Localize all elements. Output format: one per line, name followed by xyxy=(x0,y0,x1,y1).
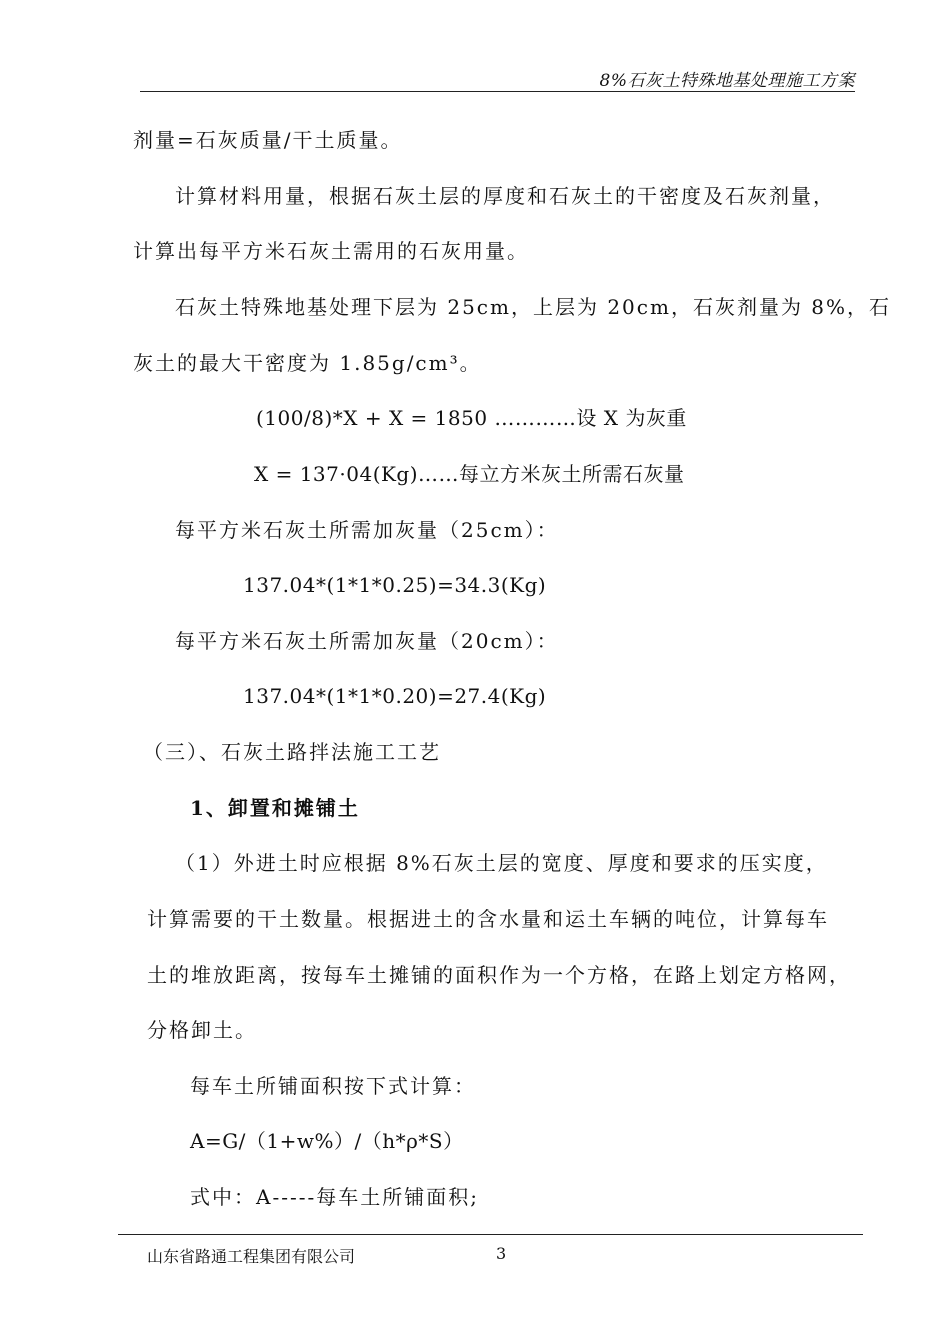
body-line: 计算出每平方米石灰土需用的石灰用量。 xyxy=(133,239,529,263)
body-line: 石灰土特殊地基处理下层为 25cm，上层为 20cm，石灰剂量为 8%，石 xyxy=(175,295,892,319)
body-line: 计算需要的干土数量。根据进土的含水量和运土车辆的吨位，计算每车 xyxy=(147,907,829,931)
formula-line: 137.04*(1*1*0.25)=34.3(Kg) xyxy=(243,573,547,597)
footer-divider xyxy=(118,1234,863,1235)
body-line: 分格卸土。 xyxy=(147,1018,257,1042)
section-heading: （三）、石灰土路拌法施工工艺 xyxy=(143,740,441,764)
formula-line: (100/8)*X + X = 1850 …………设 X 为灰重 xyxy=(256,406,687,430)
body-line: 式中：A-----每车土所铺面积; xyxy=(190,1185,479,1209)
body-line: 每平方米石灰土所需加灰量（20cm）： xyxy=(175,629,559,653)
body-line: 剂量=石灰质量/干土质量。 xyxy=(133,128,403,152)
body-line: 土的堆放距离，按每车土摊铺的面积作为一个方格，在路上划定方格网， xyxy=(147,963,851,987)
body-line: 每车土所铺面积按下式计算： xyxy=(190,1074,476,1098)
formula-line: 137.04*(1*1*0.20)=27.4(Kg) xyxy=(243,684,547,708)
header-divider xyxy=(140,91,855,92)
header-title: 8%石灰土特殊地基处理施工方案 xyxy=(599,71,855,91)
formula-line: A=G/（1+w%）/（h*ρ*S） xyxy=(190,1129,464,1153)
subsection-heading: 1、卸置和摊铺土 xyxy=(190,796,360,820)
footer-company: 山东省路通工程集团有限公司 xyxy=(147,1247,356,1266)
page-number: 3 xyxy=(496,1244,507,1263)
formula-line: X = 137·04(Kg)……每立方米灰土所需石灰量 xyxy=(254,462,685,486)
body-line: 计算材料用量，根据石灰土层的厚度和石灰土的干密度及石灰剂量， xyxy=(175,184,835,208)
body-line: 每平方米石灰土所需加灰量（25cm）： xyxy=(175,518,559,542)
body-line: （1）外进土时应根据 8%石灰土层的宽度、厚度和要求的压实度， xyxy=(175,851,828,875)
body-line: 灰土的最大干密度为 1.85g/cm³。 xyxy=(133,351,482,375)
